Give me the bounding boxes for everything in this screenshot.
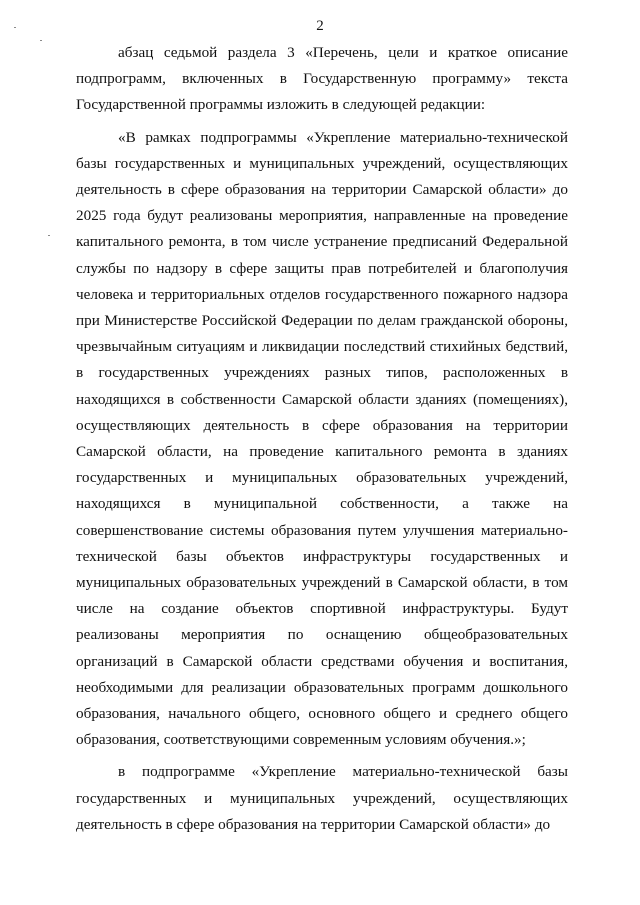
paragraph-subprogram: в подпрограмме «Укрепление материально-технической базы государственных и муниципальных учреждений, осуществляющих деятельность в сфере образования на территории Самарской области» до — [76, 763, 568, 833]
paragraph-amendment-intro: абзац седьмой раздела 3 «Перечень, цели и краткое описание подпрограмм, включенных в Государственную программу» текста Государственной программы изложить в следующей редакции: — [76, 44, 568, 114]
scan-speck — [48, 235, 50, 236]
document-body — [76, 40, 568, 838]
paragraph-new-wording: «В рамках подпрограммы «Укрепление материально-технической базы государственных и муниципальных учреждений, осуществляющих деятельность в сфере образования на территории Самарской области» до 2025 года будут реализованы мероприятия, направленные на проведение капитального ремонта, в том числе устранение предписаний Федеральной службы по надзору в сфере защиты прав потребителей и благополучия человека и территориальных отделов государственного пожарного надзора при Министерстве Российской Федерации по делам гражданской обороны, чрезвычайным ситуациям и ликвидации последствий стихийных бедствий, в государственных учреждениях разных типов, расположенных в находящихся в собственности Самарской области зданиях (помещениях), осуществляющих деятельность в сфере образования на территории Самарской области, на проведение капитального ремонта в зданиях государственных и муниципальных образовательных учреждений, находящихся в муниципальной собственности, а также на совершенствование системы образования путем улучшения материально-технической базы объектов инфраструктуры государственных и муниципальных образовательных учреждений в Самарской области, в том числе на создание объектов спортивной инфраструктуры. Будут реализованы мероприятия по оснащению общеобразовательных организаций в Самарской области средствами обучения и воспитания, необходимыми для реализации образовательных программ дошкольного образования, начального общего, основного общего и среднего общего образования, соответствующими современным условиям обучения.»; — [76, 128, 568, 749]
scan-speck — [40, 40, 42, 41]
page-number: 2 — [316, 18, 324, 34]
